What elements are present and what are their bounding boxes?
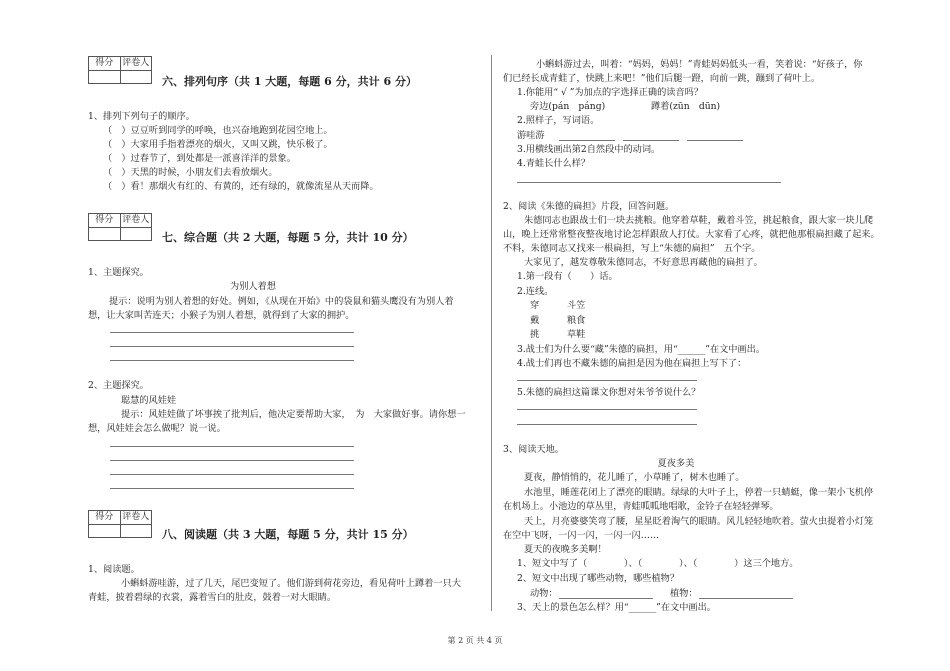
answer-line[interactable] [687, 140, 743, 141]
passage-text: 夏夜，静悄悄的，花儿睡了，小草睡了，树木也睡了。 [524, 472, 745, 483]
passage-text: 小蝌蚪游哇游，过了几天，尾巴变短了。他们游到荷花旁边，看见荷叶上蹲着一只大 [121, 578, 461, 589]
match-left[interactable]: 戴 [530, 315, 540, 326]
answer-line[interactable] [110, 460, 354, 461]
reviewer-label: 评卷人 [120, 511, 152, 524]
answer-line[interactable] [559, 140, 615, 141]
animals-label: 动物： [530, 588, 558, 599]
list-item: （ ）豆豆听到同学的呼唤，也兴奋地跑到花园空地上。 [103, 125, 333, 136]
section6-title: 六、排列句序（共 1 大题，每题 6 分，共计 6 分） [162, 75, 417, 88]
list-item: （ ）看！那烟火有红的、有黄的，还有绿的，就像流星从天而降。 [103, 181, 379, 192]
example-word: 游哇游 [517, 130, 545, 141]
subtitle: 为别人着想 [230, 281, 276, 292]
reviewer-cell[interactable] [120, 525, 152, 537]
list-item: （ ）大家用手指着漂亮的烟火，又叫又跳，快乐极了。 [103, 139, 333, 150]
question: 1、阅读题。 [88, 564, 140, 575]
question: 1.第一段有（ ）话。 [517, 271, 618, 282]
score-box [88, 56, 152, 84]
score-cell[interactable] [89, 525, 120, 537]
question: 1、主题探究。 [88, 267, 149, 278]
reviewer-cell[interactable] [120, 71, 152, 83]
answer-line[interactable] [517, 380, 697, 381]
question: 3.战士们为什么要“藏”朱德的扁担，用“______”在文中画出。 [517, 344, 766, 355]
passage-text: 山，晚上还常常整夜整夜地讨论怎样跟敌人打仗。大家看了心疼，就把他那根扁担藏了起来。 [503, 229, 880, 240]
answer-line[interactable] [110, 488, 354, 489]
question: 1.你能用“ √ ”为加点的字选择正确的读音吗？ [517, 87, 704, 98]
score-label: 得分 [95, 215, 114, 225]
hint-text: 提示：风娃娃做了坏事挨了批判后，他决定要帮助大家， 为 大家做好事。请你想一 [121, 409, 466, 420]
reviewer-label: 评卷人 [120, 57, 152, 70]
passage-text: 朱德同志也跟战士们一块去挑粮。他穿着草鞋，戴着斗笠，挑起粮食，跟大家一块儿爬 [524, 215, 874, 226]
question: 2.照样子，写词语。 [517, 115, 600, 126]
passage-text: 在机场上。小池边的草丛里，青蛙呱呱地唱歌，金铃子在轻轻弹琴。 [503, 501, 779, 512]
question: 5.朱德的扁担这篇课文你想对朱爷爷说什么？ [517, 387, 701, 398]
answer-line[interactable] [623, 140, 679, 141]
answer-line[interactable] [517, 182, 781, 183]
reviewer-label: 评卷人 [120, 214, 152, 227]
answer-line[interactable] [110, 446, 354, 447]
hint-text: 提示：说明为别人着想的好处。例如，《从现在开始》中的袋鼠和猫头鹰没有为别人着 [109, 296, 454, 307]
answer-line[interactable] [110, 474, 354, 475]
hint-text: 想，让大家叫苦连天；小猴子为别人着想，就得到了大家的拥护。 [88, 310, 355, 321]
answer-line[interactable] [517, 424, 697, 425]
question: 2、主题探究。 [88, 380, 149, 391]
page-footer: 第 2 页 共 4 页 [447, 636, 503, 645]
question: 4.战士们再也不藏朱德的扁担是因为他在扁担上写下了： [517, 358, 747, 369]
question: 1、排列下列句子的顺序。 [88, 111, 195, 122]
question: 1、短文中写了（ ）、（ ）、（ ）这三个地方。 [517, 558, 799, 569]
list-item: （ ）天黑的时候，小朋友们去看放烟火。 [103, 167, 278, 178]
passage-text: 小蝌蚪游过去，叫着：“妈妈，妈妈！”青蛙妈妈低头一看，笑着说：“好孩子，你 [536, 59, 863, 70]
score-label: 得分 [95, 58, 114, 68]
passage-text: 夏天的夜晚多美啊！ [524, 544, 607, 555]
score-cell[interactable] [89, 71, 120, 83]
passage-text: 天上，月亮婆婆笑弯了腰，星星眨着淘气的眼睛。风儿轻轻地吹着。萤火虫提着小灯笼 [524, 516, 874, 527]
passage-text: 水池里，睡莲花闭上了漂亮的眼睛。绿绿的大叶子上，停着一只蜻蜓，像一架小飞机停 [524, 487, 874, 498]
answer-line[interactable] [559, 598, 653, 599]
match-right[interactable]: 粮食 [567, 315, 586, 326]
score-box [88, 510, 152, 538]
passage-title: 夏夜多美 [657, 458, 695, 469]
question: 3、天上的景色怎么样？用“______”在文中画出。 [517, 602, 716, 613]
passage-text: 在空中飞呀，一闪一闪，一闪一闪…… [503, 530, 660, 541]
question: 2、短文中出现了哪些动物，哪些植物？ [517, 573, 680, 584]
passage-text: 青蛙，披着碧绿的衣裳，露着雪白的肚皮，鼓着一对大眼睛。 [88, 592, 337, 603]
passage-text: 大家见了，越发尊敬朱德同志，不好意思再藏他的扁担了。 [524, 257, 763, 268]
hint-text: 想，风娃娃会怎么做呢？说一说。 [88, 423, 226, 434]
section8-title: 八、阅读题（共 3 大题，每题 5 分，共计 15 分） [162, 528, 414, 541]
passage-text: 们已经长成青蛙了，快跳上来吧！”他们后腿一蹬，向前一跳，蹦到了荷叶上。 [503, 73, 821, 84]
passage-text: 不料，朱德同志又找来一根扁担，写上“朱德的扁担” 五个字。 [503, 243, 761, 254]
answer-line[interactable] [517, 409, 697, 410]
answer-line[interactable] [699, 598, 793, 599]
section7-title: 七、综合题（共 2 大题，每题 5 分，共计 10 分） [162, 231, 414, 244]
match-right[interactable]: 斗笠 [567, 300, 586, 311]
score-cell[interactable] [89, 228, 120, 240]
question: 3、阅读天地。 [503, 444, 564, 455]
plants-label: 植物： [670, 588, 698, 599]
match-left[interactable]: 挑 [530, 329, 540, 340]
pinyin-option: 蹲着(zūn dūn) [651, 101, 721, 112]
subtitle: 聪慧的风娃娃 [121, 395, 177, 406]
question: 4.青蛙长什么样？ [517, 158, 591, 169]
question: 3.用横线画出第2自然段中的动词。 [517, 144, 661, 155]
answer-line[interactable] [110, 360, 354, 361]
match-right[interactable]: 草鞋 [567, 329, 586, 340]
list-item: （ ）过春节了，到处都是一派喜洋洋的景象。 [103, 153, 296, 164]
reviewer-cell[interactable] [120, 228, 152, 240]
question: 2.连线。 [517, 286, 554, 297]
score-label: 得分 [95, 512, 114, 522]
question: 2、阅读《朱德的扁担》片段，回答问题。 [503, 201, 675, 212]
answer-line[interactable] [110, 346, 354, 347]
pinyin-option: 旁边(pán páng) [530, 101, 606, 112]
score-box [88, 213, 152, 241]
match-left[interactable]: 穿 [530, 300, 540, 311]
column-divider [491, 55, 492, 611]
answer-line[interactable] [110, 332, 354, 333]
